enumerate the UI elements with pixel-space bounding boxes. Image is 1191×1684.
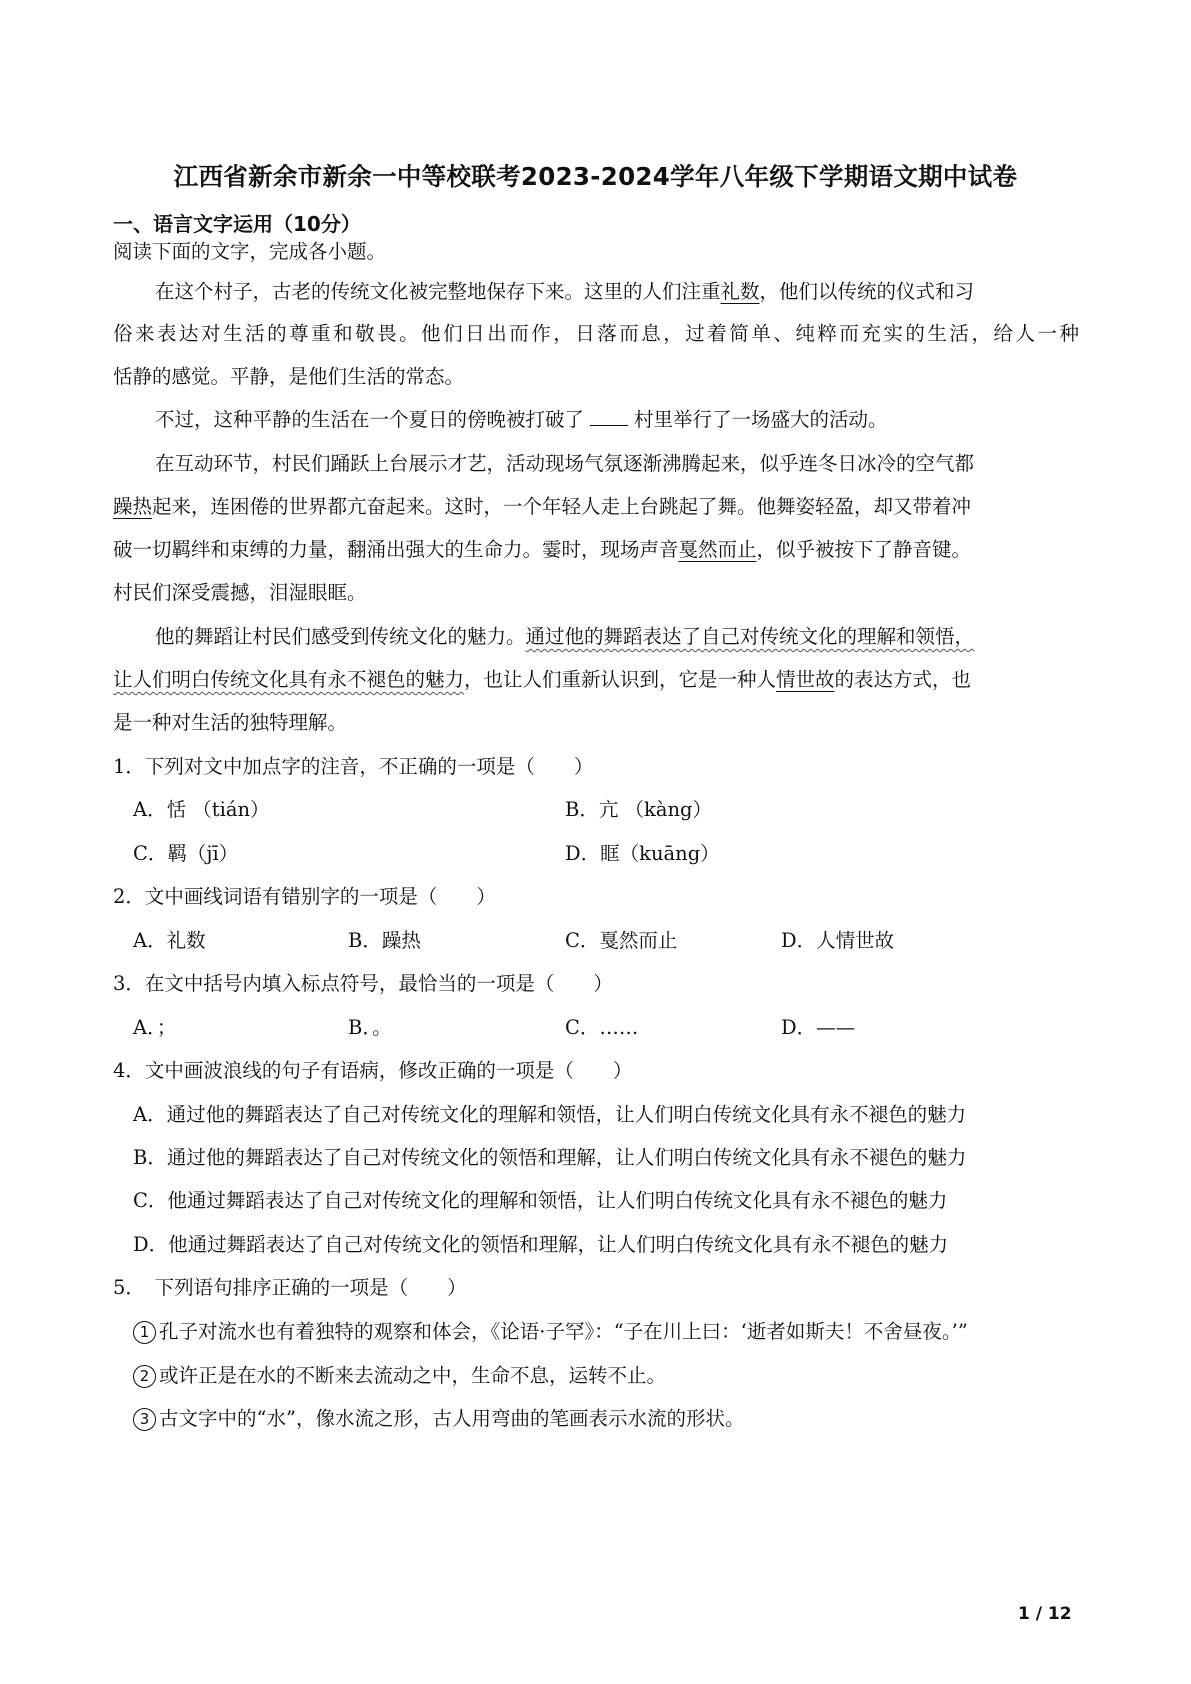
underlined-word-jiaranerzhi: 戛然而止: [678, 538, 757, 561]
question-4-stem: 4．文中画波浪线的句子有语病，修改正确的一项是（ ）: [113, 1059, 633, 1082]
q4-option-b: B．通过他的舞蹈表达了自己对传统文化的领悟和理解，让人们明白传统文化具有永不褪色的魅力: [133, 1146, 967, 1169]
circled-number: 2: [133, 1365, 156, 1388]
passage-p4-line3: 是一种对生活的独特理解。: [113, 711, 348, 734]
passage-p1-line2: 俗来表达对生活的尊重和敬畏。他们日出而作，日落而息，过着简单、纯粹而充实的生活，给人一种: [113, 322, 1079, 345]
passage-p2: 不过，这种平静的生活在一个夏日的傍晚被打破了 村里举行了一场盛大的活动。: [155, 408, 888, 431]
question-2-stem: 2．文中画线词语有错别字的一项是（ ）: [113, 885, 496, 908]
page-number: 1 / 12: [1018, 1604, 1072, 1624]
q3-option-a: A．；: [133, 1016, 177, 1039]
q1-option-d: D．眶（kuāng）: [565, 842, 720, 865]
question-1-stem: 1．下列对文中加点字的注音，不正确的一项是（ ）: [113, 755, 594, 778]
q1-option-b: B．亢 （kàng）: [565, 798, 713, 821]
passage-p1-line3: 恬静的感觉。平静，是他们生活的常态。: [113, 365, 465, 388]
q4-option-a: A．通过他的舞蹈表达了自己对传统文化的理解和领悟，让人们明白传统文化具有永不褪色的魅力: [133, 1103, 967, 1126]
q3-option-d: D．——: [781, 1016, 856, 1039]
q2-option-d: D．人情世故: [781, 929, 895, 952]
passage-p3-line1: 在互动环节，村民们踊跃上台展示才艺，活动现场气氛逐渐沸腾起来，似乎连冬日冰冷的空气都: [155, 452, 975, 475]
q4-option-c: C．他通过舞蹈表达了自己对传统文化的理解和领悟，让人们明白传统文化具有永不褪色的魅力: [133, 1189, 948, 1212]
passage-p4-line2: 让人们明白传统文化具有永不褪色的魅力，也让人们重新认识到，它是一种人情世故的表达方式，也: [113, 668, 972, 691]
q2-option-c: C．戛然而止: [565, 929, 678, 952]
question-5-stem: 5． 下列语句排序正确的一项是（ ）: [113, 1276, 467, 1299]
passage-p4-line1: 他的舞蹈让村民们感受到传统文化的魅力。通过他的舞蹈表达了自己对传统文化的理解和领悟，: [155, 625, 975, 648]
q4-option-d: D．他通过舞蹈表达了自己对传统文化的领悟和理解，让人们明白传统文化具有永不褪色的魅力: [133, 1233, 949, 1256]
section-heading: 一、语言文字运用（10分）: [113, 212, 361, 236]
q1-option-a: A．恬 （tián）: [133, 798, 270, 821]
circled-number: 3: [133, 1408, 156, 1431]
underlined-word-zaore: 躁热: [113, 495, 153, 518]
wavy-sentence: 通过他的舞蹈表达了自己对传统文化的理解和领悟，: [525, 625, 975, 648]
underlined-word-renqingshigu: 情世故: [776, 668, 835, 691]
q5-item-2: 2 或许正是在水的不断来去流动之中，生命不息，运转不止。: [133, 1360, 666, 1388]
question-3-stem: 3．在文中括号内填入标点符号，最恰当的一项是（ ）: [113, 972, 613, 995]
q1-option-c: C．羁（jī）: [133, 842, 239, 865]
q2-option-b: B．躁热: [348, 929, 421, 952]
passage-p3-line2: 躁热起来，连困倦的世界都亢奋起来。这时，一个年轻人走上台跳起了舞。他舞姿轻盈，却又带着冲: [113, 495, 972, 518]
wavy-sentence-cont: 让人们明白传统文化具有永不褪色的魅力: [113, 668, 465, 691]
punctuation-blank: [590, 409, 628, 426]
passage-p1-line1: 在这个村子，古老的传统文化被完整地保存下来。这里的人们注重礼数，他们以传统的仪式和习: [155, 280, 975, 303]
passage-p3-line3: 破一切羁绊和束缚的力量，翻涌出强大的生命力。霎时，现场声音戛然而止，似乎被按下了静音键。: [113, 538, 972, 561]
q3-option-c: C．……: [565, 1016, 639, 1039]
exam-title: 江西省新余市新余一中等校联考2023-2024学年八年级下学期语文期中试卷: [173, 162, 1018, 191]
q5-item-1: 1 孔子对流水也有着独特的观察和体会，《论语·子罕》：“子在川上曰：‘逝者如斯夫！不舍昼夜。’”: [133, 1316, 968, 1344]
passage-p3-line4: 村民们深受震撼，泪湿眼眶。: [113, 581, 367, 604]
circled-number: 1: [133, 1321, 156, 1344]
q3-option-b: B．。: [348, 1016, 392, 1039]
q2-option-a: A．礼数: [133, 929, 206, 952]
underlined-word-lishu: 礼数: [720, 280, 760, 303]
reading-instruction: 阅读下面的文字，完成各小题。: [113, 240, 387, 263]
q5-item-3: 3 古文字中的“水”，像水流之形，古人用弯曲的笔画表示水流的形状。: [133, 1403, 744, 1431]
